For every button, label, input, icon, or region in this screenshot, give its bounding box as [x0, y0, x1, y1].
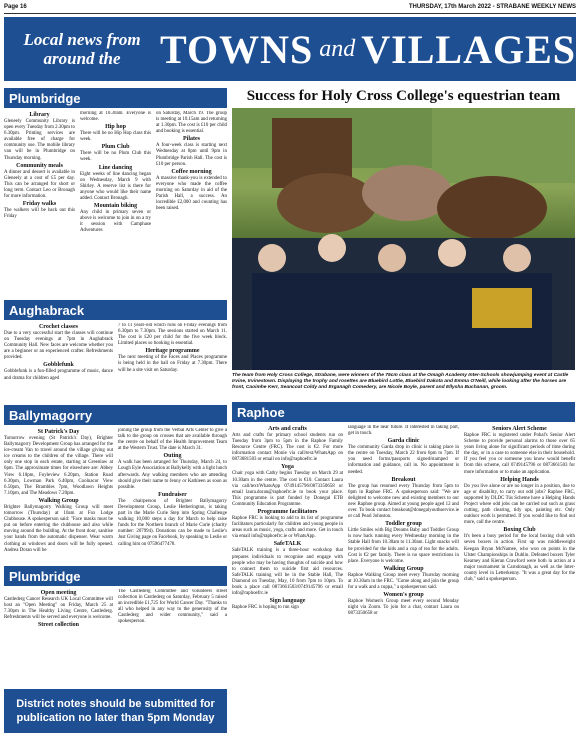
- article-text: There will be no Plum Club this week.: [80, 151, 151, 163]
- article-column: [118, 589, 227, 685]
- section-ballymagorry: Ballymagorry: [4, 405, 227, 425]
- article-text: Castlederg Cancer Research UK Local Committee will host an "Open Meeting" on Friday, March 25 at 7.30pm in The Healthy Living Centre, Castlederg. Refreshments will be served and everyone is welcome.: [4, 597, 113, 621]
- article-heading: Boxing Club: [503, 527, 536, 534]
- banner-tagline: [4, 30, 160, 68]
- photo-caption: The team from Holy Cross College, Strabane, were winners of the 75cm class at the Omagh Academy Inter-Schools showjumping event at Castle Irvine, Irvinestown. Displaying the trophy and rosettes are Bluebird Lottie, Bluebird Dakota and Emma O'Neill, while looking after the horses are front, Caoimhe Kerr, Seancoat Coldy and Erganagh Comedery, are Nicole Boyle, parent and Ellysha Buchanan, groom.: [232, 373, 569, 390]
- article-heading: Community meals: [16, 162, 63, 169]
- article-text: Any child in primary seven or above is welcome to join in on a try it session with Camphase Adventures: [80, 210, 151, 234]
- article-text: SafeTALK training is a three-hour workshop that prepares individuals to recognise and engage with people who may be having thoughts of suicide and how to connect them to suicide first aid resources. SafeTALK training will be in the Stable Hall, The Diamond on Tuesday, May, 10 from 7pm to 10pm. To book a place call 0873661503/0749145796 or email info@raphoefrc.ie: [232, 548, 343, 597]
- article-column: [80, 111, 151, 297]
- article-heading: Toddler group: [385, 521, 422, 528]
- section-aughabrack: Aughabrack: [4, 300, 227, 320]
- deadline-notice: District notes should be submitted for publication no later than 5pm Monday: [4, 689, 227, 733]
- article-text: Do you live alone or are no longer in a position, due to age or disability, to carry out odd jobs? Raphoe FRC, supported by DLDC Tús Scheme have a Helping Hands Project where odd jobs can be carried out such as grass cutting, path clearing, tidy ups, painting etc. Only outdoor work is permitted. If you would like to find out more, call the centre.: [464, 483, 575, 526]
- banner-villages: VILLAGES: [361, 26, 576, 72]
- photo-illustration: [232, 108, 575, 370]
- article-text: language in the near future. If interested in taking part, get in touch.: [348, 425, 459, 437]
- issue-date: THURSDAY, 17th March 2022 - STRABANE WEEKLY NEWS: [408, 3, 576, 10]
- article-text: The next meeting of the Faces and Places programme is being held in the hall on Friday at 7.30pm. There will be a site visit on Saturday.: [118, 355, 227, 373]
- article-text: Raphoe Women's Group meet every second Monday night via Zoom. To join for a chat, contact Laura on 0873350658 or: [348, 599, 459, 617]
- article-heading: Street collection: [37, 622, 80, 629]
- article-text: Raphoe FRC is hoping to run sign: [232, 605, 299, 611]
- article-text: The walkers will be back out this Friday: [4, 208, 75, 220]
- raphoe-columns: [232, 425, 575, 733]
- article-heading: St Patrick's Day: [37, 429, 80, 435]
- article-heading: Arts and crafts: [268, 426, 307, 432]
- headline: Success for Holy Cross College's equestrian team: [246, 88, 561, 104]
- article-heading: Open meeting: [40, 590, 77, 596]
- article-text: Arts and crafts for primary school students run on Tuesday from 3pm to 5pm in the Raphoe Family Resource Centre (FRC). The cost is €2. For more information contact Monie via call/text/WhatsApp on 0873681503 or email on info@raphoefrc.ie: [232, 433, 343, 463]
- article-text: joining the group from the Verbal Arts Center to give a talk to the group on crosses that are available through the centre on behalf of the Health Improvement Team at the Western Trust. The date is March 31.: [118, 428, 227, 452]
- article-text: Raphoe FRC is registered under Pobal's Senior Alert Scheme to provide personal alarms to those over 65 years living alone for significant periods of time during the day, or in a case to someone else in their household. If you feel you or someone you know would benefit from this scheme, call 0749145796 or 0873661503 for more information or to make an application.: [464, 433, 575, 475]
- plumbridge-columns: [4, 111, 227, 297]
- article-text: Chair yoga with Cathy begins Tuesday on March 29 at 10.30am in the centre. The cost is €10. Contact Laura via call/text/WhatsApp 0749145796/0873350658 or email laura.doran@raphoefrc.ie to book your place. This programme is part funded by Donegal ETB Community Education Programme.: [232, 471, 343, 507]
- article-heading: Walking Group: [38, 497, 79, 504]
- article-text: There will be no Hip Hop class this week.: [80, 131, 151, 143]
- article-text: Raphoe Walking Group meet every Thursday morning at 10.30am in the FRC. "Come along and join the group for a walk and a cuppa," a spokesperson said.: [348, 572, 459, 590]
- article-text: Gleneely Community Library is open every Tuesday from 2.30pm to 6.30pm. Printing services are available free of charge for community use. The mobile library van will be in Plumbridge on Thursday morning.: [4, 119, 75, 161]
- banner-and: and: [319, 35, 356, 62]
- article-text: A dinner and dessert is available in Gleneely at a cost of £5 per day. This can be arranged for short or long term. Contact Leo or Bronagh for more information.: [4, 169, 75, 200]
- page-header: [4, 0, 576, 14]
- article-text: 7 to 11 years-old which runs on Friday evenings from 6.30pm to 7.30pm. The sessions started on March 11. The cost is £20 per child for the five week block. Limited places so booking is essential.: [118, 323, 227, 347]
- article-text: The Castlederg Committee and volunteers street collection in Castlederg on Saturday, February 5 raised an incredible £1,725 for World Cancer Day. "Thanks to all who helped in any way to the generosity of the Castlederg and wider community," said a spokesperson.: [118, 589, 227, 625]
- article-text: Tomorrow evening (St Patrick's Day), Brighter Ballymagorry Development Group has arranged for the ice-cream Van to travel around the village giving out ice creams to the children of the village. There will only one stop in each estate, starting at Greenlaw at 6pm. The approximate times for elsewhere are: Abbey View 6.10pm, Foyleview 6.20pm, Station Road 6.30pm, Lowman Park 6.40pm, Coolnacor View 6.50pm, The Brambles 7pm, Woodlawn Heights 7.10pm, and The Meadows 7.20pm.: [4, 436, 113, 496]
- article-text: Raphoe FRC is looking to add to its list of programme facilitators particularly for children and young people in areas such as music, yoga, crafts and more. Get in touch via email info@raphoefrc.ie or WhatsApp.: [232, 516, 343, 540]
- article-heading: Breakout: [391, 476, 416, 483]
- article-text: The community Garda drop in clinic is taking place in the centre on Tuesday, March 22 from 6pm to 7pm. If you need forms/passports signed/stamped or information and guidance, call in. No appointment is needed.: [348, 445, 459, 475]
- plumbridge2-columns: [4, 589, 227, 685]
- article-heading: Fundraiser: [158, 491, 187, 498]
- article-text: Eight weeks of line dancing began on Wednesday, March 9 with Shirley. A reserve list is there for anyone who would like their name added. Contact Bronagh.: [80, 171, 151, 201]
- article-text: The chairperson of Brighter Ballymagorry Development Group, Leslie Hetherington, is taking part in the Marie Curie Step into Spring Challenge walking 10,000 steps a day for March to help raise funds for the Northern branch of Marie Curie (charity number: 207994). Donations can be made to Leslie's Just Giving page on Facebook, by speaking to Leslie or calling him on 07596477478.: [118, 498, 227, 547]
- equestrian-team-photo: [232, 108, 575, 370]
- article-heading: Pilates: [183, 136, 200, 143]
- article-text: The group has resumed every Thursday from 5pm to 6pm in Raphoe FRC. A spokesperson said: "We are delighted to welcome new and existing members to our new Raphoe group. Aimed at young people aged 12 and over. To book contact breakout@donegalyouthservice.ie or call Pearl Johnston.: [348, 483, 459, 520]
- article-text: Little Smiles with Big Dreams Baby and Toddler Group is now back running every Wednesday morning in the Stable Hall from 10.30am to 11.30am. Light snacks will be provided for the kids and a cup of tea for the adults. Cost is €2 per family. There is no space restrictions in place. Everyone is welcome.: [348, 528, 459, 564]
- banner-title: [160, 26, 576, 73]
- article-text: morning at 10.30am. Everyone is welcome.: [80, 111, 151, 123]
- article-heading: Outing: [163, 453, 182, 460]
- article-heading: Helping Hands: [500, 476, 539, 483]
- article-column: [118, 323, 227, 403]
- article-text: on Saturday, March 19. The group is meeting at 10.15am and returning at 1.30pm. The cost is £10 per child and booking is essential.: [156, 111, 227, 135]
- article-text: Due to a very successful start the classes will continue on Tuesday evenings at 7pm in Aughabrack Community Hall. New faces are welcome whether you are a beginner or an experienced crafter. Refreshments provided.: [4, 331, 113, 361]
- article-heading: Programme facilitators: [257, 509, 318, 516]
- banner-line2: around the: [43, 49, 121, 68]
- article-heading: SafeTALK: [273, 541, 302, 548]
- article-heading: Garda clinic: [387, 438, 420, 445]
- article-column: [4, 323, 113, 403]
- article-heading: Women's group: [383, 592, 424, 599]
- page-number: Page 16: [4, 3, 27, 10]
- section-plumbridge: Plumbridge: [4, 88, 227, 108]
- article-text: A four-week class is starting next Wednesday at 8pm until 9pm in Plumbridge Parish Hall. The cost is £10 per person.: [156, 143, 227, 167]
- article-column: [232, 425, 343, 733]
- article-column: [4, 428, 113, 563]
- section-raphoe: Raphoe: [232, 402, 575, 422]
- ballymagorry-columns: [4, 428, 227, 563]
- section-plumbridge-2: Plumbridge: [4, 566, 227, 586]
- article-column: [156, 111, 227, 297]
- article-heading: Yoga: [281, 464, 294, 471]
- article-text: It's been a busy period for the local boxing club with seven boxers in action. First up was middleweight Keegan Bryan McNamee, who won on points in the Ulster Championships in Dublin. Defeated boxers Tyler Kearney and Kieran Crawford were both in action at a major tournament in Carndonagh, as well as the Inter-county level in Letterkenny. "It was a great day for the club," said a spokesperson.: [464, 534, 575, 582]
- article-column: [348, 425, 459, 733]
- banner-line1: Local news from: [23, 30, 141, 49]
- article-heading: Coffee morning: [171, 168, 212, 175]
- article-column: [4, 589, 113, 685]
- article-heading: Sign language: [269, 598, 306, 605]
- article-heading: Line dancing: [98, 164, 133, 171]
- section-banner: [4, 17, 576, 81]
- article-heading: Gobblefunk: [43, 362, 74, 369]
- article-heading: Walking Group: [383, 565, 424, 572]
- article-text: A massive thank-you is extended to everyone who made the coffee morning on Saturday in aid of the Parish Hall, a success. An incredible £2,000 and counting has been raised.: [156, 175, 227, 212]
- article-heading: Mountain biking: [93, 203, 138, 210]
- aughabrack-columns: [4, 323, 227, 403]
- article-column: [4, 111, 75, 297]
- article-heading: Plum Club: [101, 144, 130, 151]
- article-heading: Heritage programme: [145, 348, 200, 355]
- article-heading: Seniors Alert Scheme: [492, 426, 547, 432]
- article-text: Gobblefunk is a fun-filled programme of music, dance and drama for children aged: [4, 369, 113, 381]
- article-text: Brighter Ballymagorry Walking Group will meet tomorrow (Thursday) at 10am at Fox Lodge Clubhouse. A spokesperson said: "Face masks must be put on before entering the clubhouse and also while moving around the building. At the front door, sanitise your hands from the automatic dispenser. Wear warm clothing as windows and doors will be fully opened. Andrea Doran will be: [4, 504, 113, 553]
- article-heading: Crochet classes: [38, 324, 79, 330]
- article-column: [118, 428, 227, 563]
- banner-towns: TOWNS: [160, 26, 314, 72]
- article-heading: Friday walks: [22, 201, 57, 208]
- article-heading: Hip hop: [105, 124, 126, 131]
- article-text: A walk has been arranged for Thursday, March 24, to Lough Eyle Association at Ballykelly with a light lunch afterwards. Any walking members who are attending should give their name to Jenny or Kathleen as soon as possible.: [118, 460, 227, 490]
- article-heading: Library: [29, 112, 50, 118]
- article-column: [464, 425, 575, 733]
